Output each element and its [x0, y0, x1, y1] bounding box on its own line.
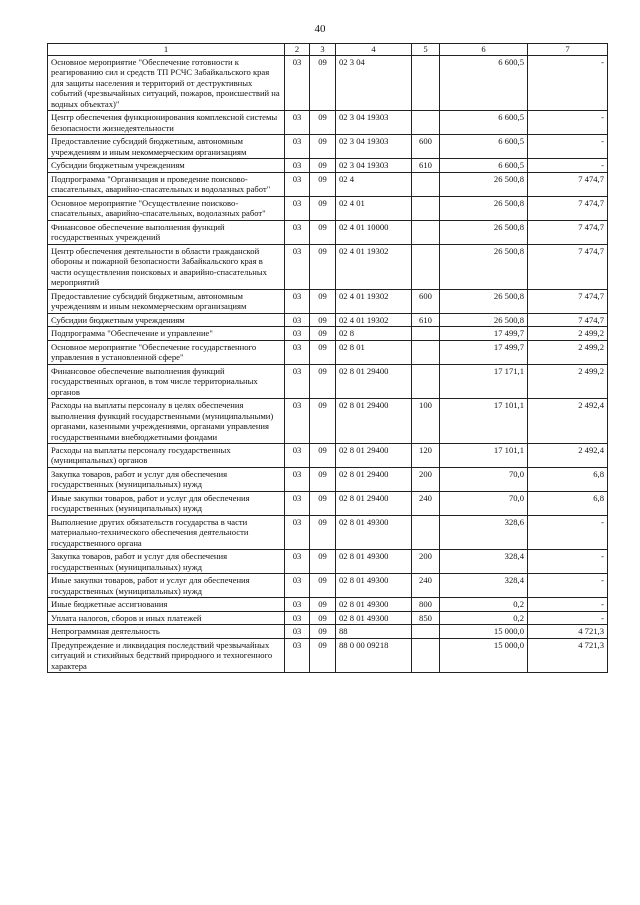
table-row [48, 515, 608, 549]
target-article-cell: 02 4 01 10000 [336, 220, 412, 244]
amount-cell: 26 500,8 [440, 172, 528, 196]
amount-cell: 7 474,7 [528, 289, 608, 313]
row-name-cell: Центр обеспечения функционирования комплексной системы безопасности жизнедеятельности [48, 111, 285, 135]
row-name-cell: Основное мероприятие "Обеспечение готовности к реагированию сил и средств ТП РСЧС Забайкальского края для защиты населения и территорий от деструктивных событий (чрезвычайных ситуаций, пожаров, происшествий на водных объектах)" [48, 56, 285, 111]
subsection-code-cell: 09 [310, 196, 336, 220]
subsection-code-cell: 09 [310, 598, 336, 611]
table-row [48, 611, 608, 624]
target-article-cell: 02 3 04 19303 [336, 135, 412, 159]
row-name-cell: Иные закупки товаров, работ и услуг для обеспечения государственных (муниципальных) нужд [48, 491, 285, 515]
table-row [48, 327, 608, 340]
row-name-cell: Субсидии бюджетным учреждениям [48, 313, 285, 326]
amount-cell: 2 499,2 [528, 327, 608, 340]
target-article-cell: 02 8 01 29400 [336, 467, 412, 491]
subsection-code-cell: 09 [310, 399, 336, 444]
amount-cell: - [528, 56, 608, 111]
table-row [48, 550, 608, 574]
target-article-cell: 02 8 [336, 327, 412, 340]
table-row [48, 467, 608, 491]
table-row [48, 625, 608, 638]
section-code-cell: 03 [285, 159, 310, 172]
amount-cell: 15 000,0 [440, 625, 528, 638]
amount-cell: 70,0 [440, 467, 528, 491]
subsection-code-cell: 09 [310, 327, 336, 340]
target-article-cell: 02 8 01 [336, 340, 412, 364]
target-article-cell: 02 3 04 19303 [336, 159, 412, 172]
row-name-cell: Иные бюджетные ассигнования [48, 598, 285, 611]
row-name-cell: Основное мероприятие "Обеспечение государственного управления в установленной сфере" [48, 340, 285, 364]
row-name-cell: Уплата налогов, сборов и иных платежей [48, 611, 285, 624]
row-name-cell: Центр обеспечения деятельности в области гражданской обороны и пожарной безопасности Забайкальского края в части осуществления поисковых и аварийно-спасательных мероприятий [48, 244, 285, 289]
amount-cell: 7 474,7 [528, 220, 608, 244]
amount-cell: 7 474,7 [528, 313, 608, 326]
row-name-cell: Основное мероприятие "Осуществление поисково-спасательных, аварийно-спасательных, водолазных работ" [48, 196, 285, 220]
table-body [48, 44, 608, 673]
row-name-cell: Закупка товаров, работ и услуг для обеспечения государственных (муниципальных) нужд [48, 550, 285, 574]
section-code-cell: 03 [285, 111, 310, 135]
row-name-cell: Подпрограмма "Обеспечение и управление" [48, 327, 285, 340]
row-name-cell: Расходы на выплаты персоналу государственных (муниципальных) органов [48, 443, 285, 467]
expense-type-cell [412, 638, 440, 672]
target-article-cell: 02 3 04 19303 [336, 111, 412, 135]
expense-type-cell [412, 327, 440, 340]
table-row [48, 220, 608, 244]
amount-cell: 26 500,8 [440, 196, 528, 220]
row-name-cell: Выполнение других обязательств государства в части материально-технического обеспечения деятельности государственного органа [48, 515, 285, 549]
target-article-cell: 02 4 [336, 172, 412, 196]
subsection-code-cell: 09 [310, 515, 336, 549]
expense-type-cell: 120 [412, 443, 440, 467]
expense-type-cell: 100 [412, 399, 440, 444]
target-article-cell: 02 8 01 49300 [336, 515, 412, 549]
section-code-cell: 03 [285, 638, 310, 672]
budget-table [47, 43, 608, 673]
target-article-cell: 02 8 01 49300 [336, 574, 412, 598]
section-code-cell: 03 [285, 611, 310, 624]
target-article-cell: 02 4 01 19302 [336, 313, 412, 326]
column-header: 3 [310, 44, 336, 56]
amount-cell: 2 499,2 [528, 340, 608, 364]
amount-cell: 6,8 [528, 467, 608, 491]
row-name-cell: Подпрограмма "Организация и проведение поисково-спасательных, аварийно-спасательных и водолазных работ" [48, 172, 285, 196]
subsection-code-cell: 09 [310, 289, 336, 313]
amount-cell: - [528, 611, 608, 624]
subsection-code-cell: 09 [310, 467, 336, 491]
target-article-cell: 02 4 01 19302 [336, 289, 412, 313]
table-row [48, 111, 608, 135]
column-header: 1 [48, 44, 285, 56]
table-row [48, 172, 608, 196]
subsection-code-cell: 09 [310, 491, 336, 515]
subsection-code-cell: 09 [310, 574, 336, 598]
expense-type-cell [412, 220, 440, 244]
amount-cell: 6 600,5 [440, 111, 528, 135]
amount-cell: - [528, 574, 608, 598]
table-row [48, 196, 608, 220]
table-row [48, 56, 608, 111]
amount-cell: 17 171,1 [440, 364, 528, 398]
target-article-cell: 02 8 01 29400 [336, 399, 412, 444]
target-article-cell: 02 8 01 29400 [336, 364, 412, 398]
subsection-code-cell: 09 [310, 340, 336, 364]
expense-type-cell [412, 111, 440, 135]
expense-type-cell: 600 [412, 289, 440, 313]
expense-type-cell: 610 [412, 313, 440, 326]
amount-cell: 328,6 [440, 515, 528, 549]
amount-cell: - [528, 111, 608, 135]
section-code-cell: 03 [285, 327, 310, 340]
expense-type-cell: 610 [412, 159, 440, 172]
subsection-code-cell: 09 [310, 135, 336, 159]
row-name-cell: Финансовое обеспечение выполнения функций государственных учреждений [48, 220, 285, 244]
expense-type-cell [412, 172, 440, 196]
column-header: 6 [440, 44, 528, 56]
section-code-cell: 03 [285, 244, 310, 289]
row-name-cell: Иные закупки товаров, работ и услуг для обеспечения государственных (муниципальных) нужд [48, 574, 285, 598]
row-name-cell: Закупка товаров, работ и услуг для обеспечения государственных (муниципальных) нужд [48, 467, 285, 491]
page-number: 40 [314, 23, 326, 35]
amount-cell: 17 499,7 [440, 340, 528, 364]
amount-cell: 328,4 [440, 574, 528, 598]
amount-cell: 26 500,8 [440, 244, 528, 289]
table-row [48, 364, 608, 398]
amount-cell: - [528, 515, 608, 549]
row-name-cell: Предоставление субсидий бюджетным, автономным учреждениям и иным некоммерческим организациям [48, 289, 285, 313]
subsection-code-cell: 09 [310, 220, 336, 244]
subsection-code-cell: 09 [310, 244, 336, 289]
target-article-cell: 02 3 04 [336, 56, 412, 111]
amount-cell: 6 600,5 [440, 56, 528, 111]
amount-cell: 26 500,8 [440, 289, 528, 313]
expense-type-cell: 200 [412, 550, 440, 574]
target-article-cell: 02 8 01 49300 [336, 598, 412, 611]
table-row [48, 574, 608, 598]
section-code-cell: 03 [285, 172, 310, 196]
amount-cell: 15 000,0 [440, 638, 528, 672]
row-name-cell: Финансовое обеспечение выполнения функций государственных органов, в том числе территориальных органов [48, 364, 285, 398]
section-code-cell: 03 [285, 313, 310, 326]
section-code-cell: 03 [285, 196, 310, 220]
table-row [48, 399, 608, 444]
target-article-cell: 88 [336, 625, 412, 638]
amount-cell: - [528, 598, 608, 611]
expense-type-cell [412, 56, 440, 111]
amount-cell: 2 492,4 [528, 399, 608, 444]
section-code-cell: 03 [285, 399, 310, 444]
amount-cell: - [528, 550, 608, 574]
subsection-code-cell: 09 [310, 56, 336, 111]
amount-cell: 7 474,7 [528, 244, 608, 289]
target-article-cell: 02 4 01 19302 [336, 244, 412, 289]
row-name-cell: Предупреждение и ликвидация последствий чрезвычайных ситуаций и стихийных бедствий природного и техногенного характера [48, 638, 285, 672]
amount-cell: 328,4 [440, 550, 528, 574]
expense-type-cell [412, 340, 440, 364]
amount-cell: 6 600,5 [440, 135, 528, 159]
column-header: 4 [336, 44, 412, 56]
amount-cell: 0,2 [440, 611, 528, 624]
subsection-code-cell: 09 [310, 172, 336, 196]
expense-type-cell [412, 515, 440, 549]
target-article-cell: 02 8 01 29400 [336, 443, 412, 467]
expense-type-cell [412, 244, 440, 289]
subsection-code-cell: 09 [310, 159, 336, 172]
section-code-cell: 03 [285, 443, 310, 467]
table-row [48, 491, 608, 515]
section-code-cell: 03 [285, 340, 310, 364]
expense-type-cell [412, 196, 440, 220]
row-name-cell: Расходы на выплаты персоналу в целях обеспечения выполнения функций государственными (муниципальными) органами, казенными учреждениями, органами управления государственными внебюджетными фондами [48, 399, 285, 444]
section-code-cell: 03 [285, 550, 310, 574]
section-code-cell: 03 [285, 625, 310, 638]
subsection-code-cell: 09 [310, 443, 336, 467]
column-header: 7 [528, 44, 608, 56]
section-code-cell: 03 [285, 574, 310, 598]
expense-type-cell [412, 364, 440, 398]
section-code-cell: 03 [285, 220, 310, 244]
amount-cell: 6 600,5 [440, 159, 528, 172]
table-row [48, 135, 608, 159]
amount-cell: 7 474,7 [528, 196, 608, 220]
section-code-cell: 03 [285, 598, 310, 611]
row-name-cell: Непрограммная деятельность [48, 625, 285, 638]
target-article-cell: 88 0 00 09218 [336, 638, 412, 672]
subsection-code-cell: 09 [310, 313, 336, 326]
subsection-code-cell: 09 [310, 611, 336, 624]
subsection-code-cell: 09 [310, 364, 336, 398]
amount-cell: 7 474,7 [528, 172, 608, 196]
expense-type-cell [412, 625, 440, 638]
expense-type-cell: 850 [412, 611, 440, 624]
column-header: 5 [412, 44, 440, 56]
section-code-cell: 03 [285, 364, 310, 398]
target-article-cell: 02 8 01 49300 [336, 611, 412, 624]
section-code-cell: 03 [285, 135, 310, 159]
table-row [48, 159, 608, 172]
expense-type-cell: 240 [412, 574, 440, 598]
target-article-cell: 02 4 01 [336, 196, 412, 220]
amount-cell: 2 499,2 [528, 364, 608, 398]
table-row [48, 598, 608, 611]
expense-type-cell: 240 [412, 491, 440, 515]
amount-cell: 4 721,3 [528, 638, 608, 672]
subsection-code-cell: 09 [310, 111, 336, 135]
section-code-cell: 03 [285, 56, 310, 111]
table-row [48, 443, 608, 467]
expense-type-cell: 600 [412, 135, 440, 159]
amount-cell: - [528, 159, 608, 172]
subsection-code-cell: 09 [310, 638, 336, 672]
amount-cell: 70,0 [440, 491, 528, 515]
amount-cell: 26 500,8 [440, 220, 528, 244]
subsection-code-cell: 09 [310, 550, 336, 574]
amount-cell: 17 101,1 [440, 443, 528, 467]
amount-cell: 4 721,3 [528, 625, 608, 638]
expense-type-cell: 800 [412, 598, 440, 611]
section-code-cell: 03 [285, 491, 310, 515]
target-article-cell: 02 8 01 49300 [336, 550, 412, 574]
row-name-cell: Субсидии бюджетным учреждениям [48, 159, 285, 172]
subsection-code-cell: 09 [310, 625, 336, 638]
expense-type-cell: 200 [412, 467, 440, 491]
amount-cell: 0,2 [440, 598, 528, 611]
table-row [48, 340, 608, 364]
table-row [48, 289, 608, 313]
section-code-cell: 03 [285, 515, 310, 549]
amount-cell: 2 492,4 [528, 443, 608, 467]
amount-cell: - [528, 135, 608, 159]
target-article-cell: 02 8 01 29400 [336, 491, 412, 515]
table-row [48, 313, 608, 326]
table-row [48, 638, 608, 672]
amount-cell: 26 500,8 [440, 313, 528, 326]
section-code-cell: 03 [285, 467, 310, 491]
amount-cell: 17 101,1 [440, 399, 528, 444]
table-row [48, 244, 608, 289]
table-header-row [48, 44, 608, 56]
section-code-cell: 03 [285, 289, 310, 313]
row-name-cell: Предоставление субсидий бюджетным, автономным учреждениям и иным некоммерческим организациям [48, 135, 285, 159]
amount-cell: 6,8 [528, 491, 608, 515]
column-header: 2 [285, 44, 310, 56]
amount-cell: 17 499,7 [440, 327, 528, 340]
